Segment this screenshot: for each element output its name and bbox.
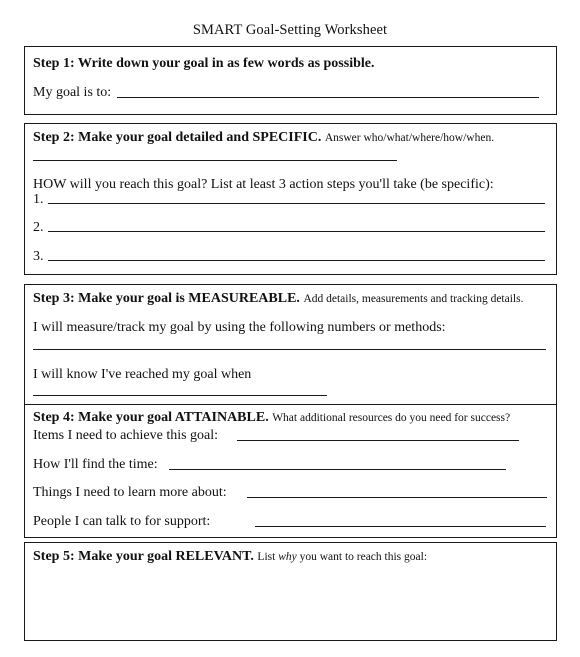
step1-heading: Step 1: Write down your goal in as few words as possible. — [33, 56, 375, 71]
step3-measure-prompt: I will measure/track my goal by using the following numbers or methods: — [33, 320, 446, 335]
step2-step-2-line[interactable] — [48, 231, 545, 232]
step4-heading: Step 4: Make your goal ATTAINABLE. What additional resources do you need for success? — [33, 410, 511, 425]
step3-measure-line[interactable] — [33, 349, 546, 350]
step2-specific-line[interactable] — [33, 160, 397, 161]
page-title: SMART Goal-Setting Worksheet — [192, 22, 388, 38]
step5-hint: List why you want to reach this goal: — [257, 551, 428, 563]
step2-how-prompt: HOW will you reach this goal? List at least 3 action steps you'll take (be specific): — [33, 177, 494, 192]
step4-people-line[interactable] — [255, 526, 546, 527]
step3-hint: Add details, measurements and tracking details. — [303, 293, 524, 305]
step4-learn-line[interactable] — [247, 497, 547, 498]
step4-hint: What additional resources do you need for success? — [272, 412, 511, 424]
step2-step-1-line[interactable] — [48, 203, 545, 204]
step1-goal-line[interactable] — [117, 97, 539, 98]
step4-time-label: How I'll find the time: — [33, 457, 158, 472]
step4-items-line[interactable] — [237, 440, 519, 441]
step4-items-label: Items I need to achieve this goal: — [33, 428, 219, 443]
step1-goal-label: My goal is to: — [33, 85, 112, 100]
step3-reached-prompt: I will know I've reached my goal when — [33, 367, 252, 382]
step2-step-2-label: 2. — [33, 220, 44, 235]
step4-people-label: People I can talk to for support: — [33, 514, 211, 529]
step4-time-line[interactable] — [169, 469, 506, 470]
step2-step-3-label: 3. — [33, 249, 44, 264]
step2-hint: Answer who/what/where/how/when. — [324, 132, 495, 144]
step3-heading: Step 3: Make your goal is MEASUREABLE. Add details, measurements and tracking details. — [33, 291, 524, 306]
step2-step-3-line[interactable] — [48, 260, 545, 261]
step2-heading: Step 2: Make your goal detailed and SPECIFIC. Answer who/what/where/how/when. — [33, 130, 495, 145]
step5-heading: Step 5: Make your goal RELEVANT. List why you want to reach this goal: — [33, 549, 428, 564]
step3-reached-line[interactable] — [33, 395, 327, 396]
step4-learn-label: Things I need to learn more about: — [33, 485, 227, 500]
step5-answer-area[interactable] — [30, 570, 550, 634]
step2-step-1-label: 1. — [33, 192, 44, 207]
